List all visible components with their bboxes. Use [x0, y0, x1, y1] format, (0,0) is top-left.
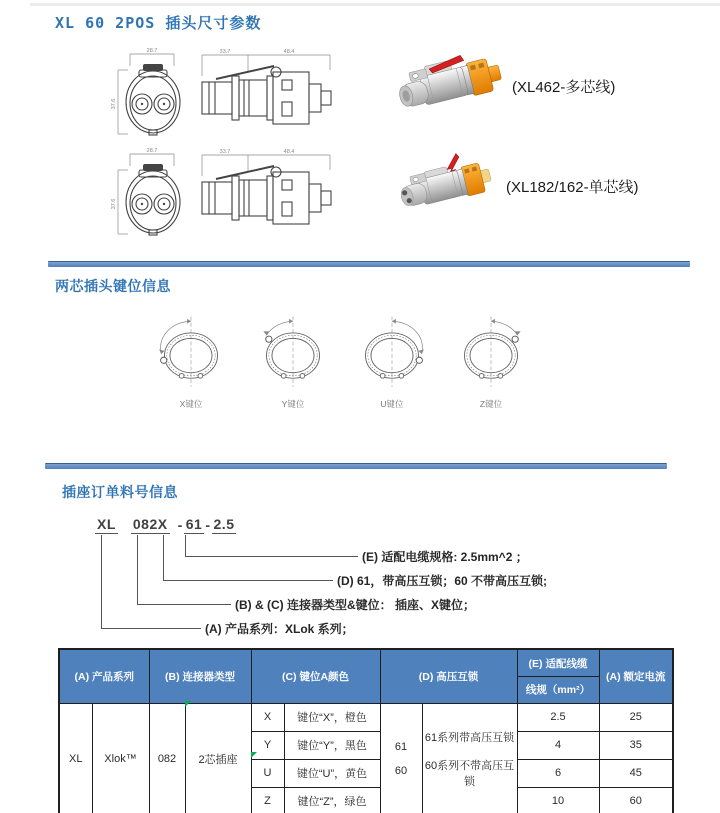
front-view-drawing-1: [110, 46, 194, 140]
callout-bc: (B) & (C) 连接器类型&键位： 插座、X键位；: [235, 598, 475, 612]
latch-mark: [143, 64, 163, 71]
keying-y-icon: [254, 312, 332, 396]
page-title: XL 60 2POS 插头尺寸参数: [55, 14, 262, 32]
photo1-label: (XL462-多芯线): [512, 79, 616, 96]
cell-key-code: U: [251, 759, 284, 787]
cell-current: 25: [599, 703, 673, 731]
header-key-color: (C) 键位A颜色: [251, 649, 380, 703]
cell-wire: 10: [517, 787, 599, 813]
keying-z-icon: [452, 312, 530, 396]
photo2-label: (XL182/162-单芯线): [506, 179, 639, 196]
header-wire-gauge: [517, 649, 599, 703]
cell-hv-desc: [422, 703, 517, 813]
spec-table: [58, 648, 674, 813]
dim-side-left-2: 33.7: [219, 149, 231, 155]
keying-diagram-z: [452, 312, 530, 410]
header-wire-gauge-line1: (E) 适配线缆: [518, 651, 599, 677]
hv-code-60: 60: [394, 765, 408, 777]
front-view-drawing-2: [110, 146, 194, 240]
hv-code-61: 61: [394, 741, 408, 753]
order-code-wire: 2.5: [213, 516, 235, 532]
excel-marker-icon: [251, 752, 257, 758]
keying-x-icon: [152, 312, 230, 396]
dim-front-height-2: 37.6: [111, 198, 117, 210]
cell-key-code: X: [251, 703, 284, 731]
keying-label: Y键位: [281, 399, 305, 409]
cell-current: 60: [599, 787, 673, 813]
section3-title: 插座订单料号信息: [62, 484, 178, 500]
order-code-dash1: -: [177, 517, 183, 533]
cell-current: 35: [599, 731, 673, 759]
header-rated-current: (A) 额定电流: [599, 649, 673, 703]
keying-diagram-x: [152, 312, 230, 410]
order-code-dash2: -: [205, 517, 211, 533]
cell-wire: 4: [517, 731, 599, 759]
header-product-series: (A) 产品系列: [59, 649, 149, 703]
dim-side-right: 48.4: [283, 49, 295, 55]
callout-e: (E) 适配电缆规格: 2.5mm^2 ；: [362, 550, 528, 564]
cell-hv-codes: [380, 703, 422, 813]
cell-wire: 2.5: [517, 703, 599, 731]
cell-type-code: 082: [149, 703, 185, 813]
cell-key-code: Z: [251, 787, 284, 813]
dim-side-right-2: 48.4: [283, 149, 295, 155]
dim-front-height: 37.6: [111, 98, 117, 110]
hv-desc-60: 60系列不带高压互锁: [424, 760, 515, 788]
cell-key-desc: 键位“U”，黄色: [284, 759, 380, 787]
keying-diagram-y: [254, 312, 332, 410]
section-divider-2: [45, 463, 667, 469]
side-view-drawing-2: [196, 146, 336, 240]
excel-marker-icon: [185, 701, 191, 707]
keying-diagram-u: [353, 312, 431, 410]
callout-d: (D) 61，带高压互锁；60 不带高压互锁;: [337, 574, 548, 588]
cell-current: 45: [599, 759, 673, 787]
section-divider-1: [48, 261, 690, 267]
connector-photo-xl462-icon: [396, 42, 511, 130]
side-view-drawing-1: [196, 46, 336, 140]
table-row: [59, 703, 673, 731]
cell-type-name: 2芯插座: [185, 703, 251, 813]
section2-title: 两芯插头键位信息: [55, 278, 171, 294]
keying-u-icon: [353, 312, 431, 396]
dim-front-width: 28.7: [146, 48, 158, 54]
cell-wire: 6: [517, 759, 599, 787]
order-code-series: XL: [97, 516, 116, 532]
hv-desc-61: 61系列带高压互锁: [424, 732, 515, 744]
order-code-type: 082X: [132, 516, 168, 532]
header-hv-interlock: (D) 高压互锁: [380, 649, 517, 703]
cell-key-desc: 键位“X”，橙色: [284, 703, 380, 731]
keying-label: Z键位: [479, 399, 503, 409]
keying-label: U键位: [380, 399, 404, 409]
order-code: [95, 516, 236, 534]
order-code-hv: 61: [185, 516, 203, 532]
dim-side-left: 33.7: [219, 49, 231, 55]
connector-photo-xl182-icon: [398, 148, 501, 227]
cell-series: XL: [59, 703, 92, 813]
dim-front-width-2: 28.7: [146, 148, 158, 154]
cell-brand: Xlok™: [92, 703, 149, 813]
header-connector-type: (B) 连接器类型: [149, 649, 251, 703]
cell-key-code: Y: [251, 731, 284, 759]
callout-a: (A) 产品系列：XLok 系列；: [205, 622, 354, 636]
header-wire-gauge-line2: 线规（mm²）: [525, 683, 591, 696]
cell-key-desc: 键位“Z”，绿色: [284, 787, 380, 813]
cell-key-desc: 键位“Y”，黑色: [284, 731, 380, 759]
keying-label: X键位: [179, 399, 203, 409]
callout-line-a: [101, 535, 201, 629]
top-rule: [30, 3, 720, 6]
